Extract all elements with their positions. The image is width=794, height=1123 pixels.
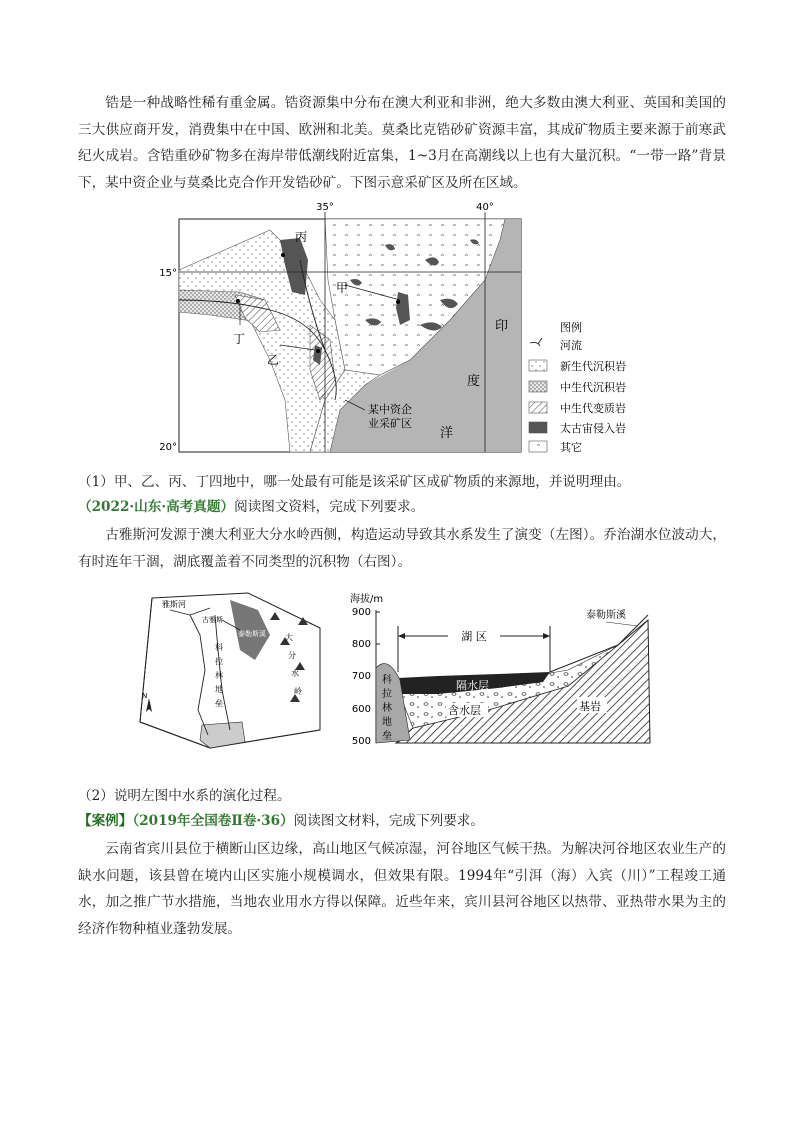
map-legend [529, 320, 626, 454]
horst-char-3: 林 [215, 671, 223, 680]
tick-600: 600 [351, 704, 371, 715]
yass-river-label: 雅斯河 [162, 600, 186, 609]
place-jia: 甲 [336, 281, 349, 295]
tick-700: 700 [351, 671, 371, 682]
tick-900: 900 [351, 607, 371, 618]
legend-mesozoic-sed: 中生代沉积岩 [560, 381, 626, 394]
divide-char-4: 岭 [294, 687, 302, 696]
lat-15-label: 15° [159, 268, 177, 279]
legend-cenozoic-sed: 新生代沉积岩 [560, 360, 626, 373]
ocean-label-1: 印 [495, 319, 509, 334]
tick-800: 800 [351, 639, 371, 650]
source-tag-2022: （2022·山东·高考真题） [78, 499, 235, 515]
profile-horst-char-1: 科 [382, 675, 392, 686]
place-yi: 乙 [267, 353, 280, 367]
gu-yass-label: 古雅斯 [202, 616, 223, 624]
ocean-label-2: 度 [467, 374, 481, 389]
divide-char-1: 大 [285, 633, 293, 642]
aquiclude-label: 隔水层 [456, 679, 489, 692]
drainage-block-diagram [130, 590, 330, 750]
legend-river: 河流 [560, 339, 582, 352]
profile-ylabel: 海拔/m [350, 594, 384, 605]
question-2: （2）说明左图中水系的演化过程。 [78, 788, 291, 804]
divide-char-3: 水 [291, 669, 299, 678]
legend-archean: 太古宙侵入岩 [560, 422, 626, 435]
horst-char-1: 科 [215, 643, 223, 652]
tick-500: 500 [351, 736, 371, 747]
horst-char-4: 地 [215, 685, 223, 694]
legend-title: 图例 [560, 321, 582, 334]
place-ding: 丁 [233, 332, 246, 346]
yass-paragraph: 古雅斯河发源于澳大利亚大分水岭西侧，构造运动导致其水系发生了演变（左图）。乔治湖水位波动大，有时连年干涸，湖底覆盖着不同类型的沉积物（右图）。 [78, 527, 726, 570]
lon-40-label: 40° [476, 202, 494, 213]
aquifer-label: 含水层 [448, 704, 481, 717]
lake-profile-chart [338, 590, 658, 760]
case-line [78, 811, 484, 831]
profile-horst-char-5: 垒 [382, 731, 392, 742]
profile-horst-char-3: 林 [382, 703, 392, 714]
lake-zone-label: 湖 区 [461, 630, 487, 643]
case-source: （2019年全国卷Ⅱ卷·36） [132, 813, 294, 829]
mozambique-geology-map [150, 200, 670, 460]
lon-35-label: 35° [316, 202, 334, 213]
lat-20-label: 20° [159, 442, 177, 453]
case-text: 阅读图文材料，完成下列要求。 [293, 813, 484, 829]
profile-horst-char-2: 拉 [382, 689, 392, 700]
svg-text:N: N [142, 692, 148, 700]
mine-label-1: 某中资企 [368, 403, 412, 416]
mine-label-2: 业采矿区 [368, 417, 412, 430]
profile-horst-char-4: 地 [382, 717, 392, 728]
horst-char-5: 垒 [215, 699, 223, 708]
binchuan-paragraph: 云南省宾川县位于横断山区边缘，高山地区气候凉湿，河谷地区气候干热。为解决河谷地区农业生产的缺水问题，该县曾在境内山区实施小规模调水，但效果有限。1994年“引洱（海）入宾（川）”工程竣工通水，加之推广节水措施，当地农业用水方得以保障。近些年来，宾川县河谷地区以热带、亚热带水果为主的经济作物种植业蓬勃发展。 [78, 841, 726, 937]
horst-char-2: 拉 [215, 657, 223, 666]
intro-paragraph: 锆是一种战略性稀有重金属。锆资源集中分布在澳大利亚和非洲，绝大多数由澳大利亚、英国和美国的三大供应商开发，消费集中在中国、欧洲和北美。莫桑比克锆砂矿资源丰富，其成矿物质主要来源于前寒武纪火成岩。含锆重砂矿物多在海岸带低潮线附近富集，1~3月在高潮线以上也有大量沉积。“一带一路”背景下，某中资企业与莫桑比克合作开发锆砂矿。下图示意采矿区及所在区域。 [78, 95, 726, 191]
creek-label: 泰勒斯溪 [586, 610, 626, 621]
case-tag: 【案例】 [78, 813, 133, 829]
question-1: （1）甲、乙、丙、丁四地中，哪一处最有可能是该采矿区成矿物质的来源地，并说明理由。 [78, 474, 631, 490]
divide-char-2: 分 [288, 651, 296, 660]
ocean-label-3: 洋 [440, 426, 454, 441]
place-bing: 丙 [295, 230, 308, 244]
legend-mesozoic-meta: 中生代变质岩 [560, 402, 626, 415]
source-text-2: 阅读图文资料，完成下列要求。 [234, 499, 425, 515]
source-line-2 [78, 497, 424, 517]
legend-other: 其它 [560, 441, 582, 454]
taylor-creek-label: 泰勒斯溪 [238, 630, 266, 638]
bedrock-label: 基岩 [579, 700, 601, 713]
